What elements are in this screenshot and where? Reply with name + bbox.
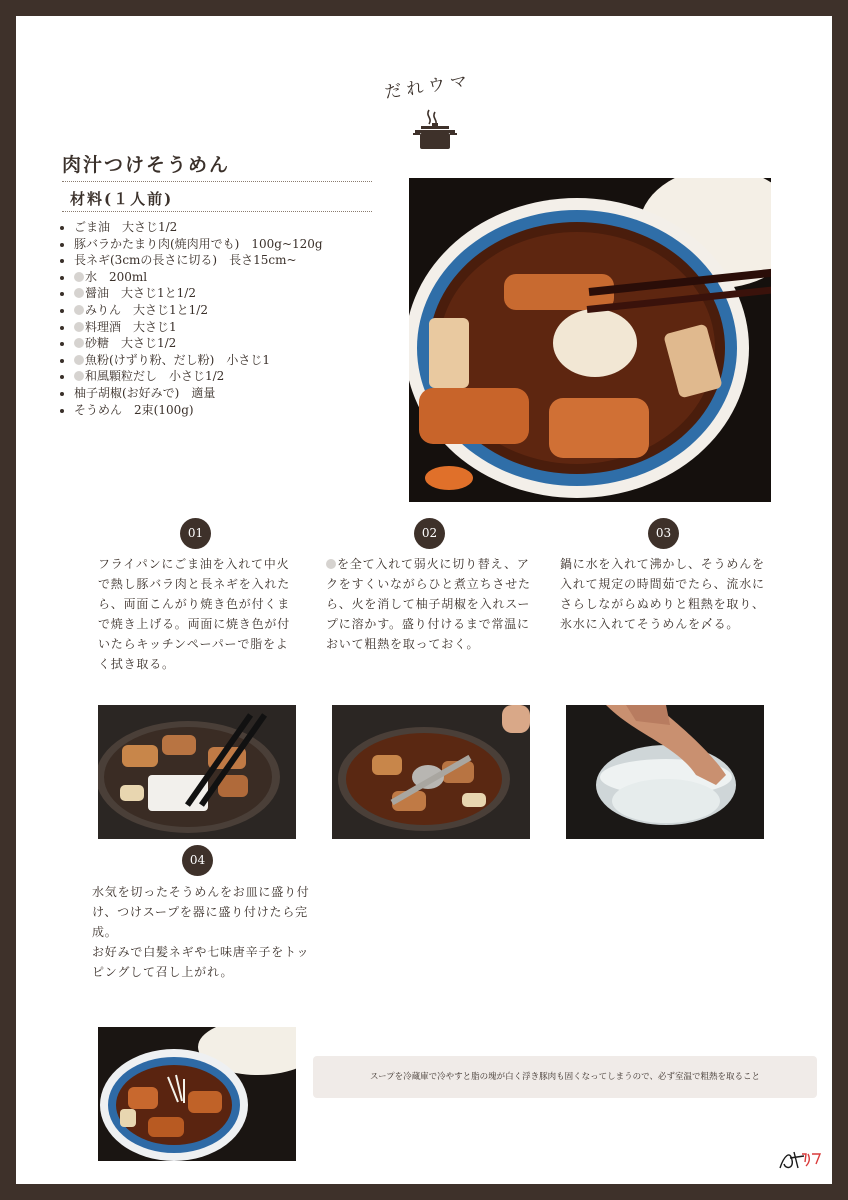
step-line: く拭き取る。 xyxy=(98,657,175,671)
tip-note: スープを冷蔵庫で冷やすと脂の塊が白く浮き豚肉も固くなってしまうので、必ず室温で粗熱を取ること xyxy=(313,1056,817,1098)
step-line xyxy=(326,554,550,574)
ingredient-text: そうめん 2束(100g) xyxy=(74,402,194,417)
brand-name: だれウマ xyxy=(383,70,474,104)
ingredient-text: ごま油 大さじ1/2 xyxy=(74,220,178,234)
step-1-text xyxy=(98,554,318,674)
step-line: で熱し豚バラ肉と長ネギを入れた xyxy=(98,577,291,591)
ingredient-text: 料理酒 大さじ1 xyxy=(85,319,177,334)
marker-dot-icon xyxy=(74,305,84,315)
step-line: け、つけスープを器に盛り付けたら完 xyxy=(92,905,308,919)
step-line: おいて粗熱を取っておく。 xyxy=(326,637,480,651)
step-line: ら、両面こんがり焼き色が付くま xyxy=(98,597,291,611)
materials-heading: 材料(１人前) xyxy=(70,190,174,208)
marker-dot-icon xyxy=(74,371,84,381)
step-2-text xyxy=(326,554,550,654)
step-line: 鍋に水を入れて沸かし、そうめんを xyxy=(560,557,765,571)
ingredient-item xyxy=(74,269,323,286)
signature-logo xyxy=(776,1146,822,1172)
marker-dot-icon xyxy=(74,355,84,365)
step-3-text xyxy=(560,554,784,634)
recipe-page xyxy=(16,16,832,1184)
step-line: ら、火を消して柚子胡椒を入れスー xyxy=(326,597,531,611)
step-line: いたらキッチンペーパーで脂をよ xyxy=(98,637,289,651)
step-1-photo xyxy=(98,705,296,839)
ingredient-item xyxy=(74,285,323,302)
step-line: プに溶かす。盛り付けるまで常温に xyxy=(326,617,530,631)
ingredient-item xyxy=(74,385,323,402)
step-2-photo xyxy=(332,705,530,839)
ingredient-item xyxy=(74,368,323,385)
ingredient-list xyxy=(58,219,323,418)
ingredient-item xyxy=(74,335,323,352)
ingredient-text: 和風顆粒だし 小さじ1/2 xyxy=(85,369,225,384)
step-line: ピングして召し上がれ。 xyxy=(92,965,234,979)
step-number: 03 xyxy=(648,518,679,549)
ingredient-item xyxy=(74,402,323,419)
marker-dot-icon xyxy=(74,272,84,282)
marker-dot-icon xyxy=(326,559,336,569)
step-line: 成。 xyxy=(92,925,118,939)
ingredient-text: 醤油 大さじ1と1/2 xyxy=(85,286,196,301)
step-line: 入れて規定の時間茹でたら、流水に xyxy=(560,577,765,591)
ingredient-item xyxy=(74,219,323,236)
ingredient-item xyxy=(74,319,323,336)
ingredient-item xyxy=(74,252,323,269)
step-line: 水気を切ったそうめんをお皿に盛り付 xyxy=(92,885,310,899)
step-4-text xyxy=(92,882,332,982)
step-line: フライパンにごま油を入れて中火 xyxy=(98,557,290,571)
step-line: 氷水に入れてそうめんを〆る。 xyxy=(560,617,740,631)
step-line: お好みで白髪ネギや七味唐辛子をトッ xyxy=(92,945,310,959)
pot-icon xyxy=(411,108,459,150)
step-4-photo xyxy=(98,1027,296,1161)
step-line-text: を全て入れて弱火に切り替え、ア xyxy=(337,557,530,571)
step-line: さらしながらぬめりと粗熱を取り、 xyxy=(560,597,765,611)
ingredient-text: 豚バラかたまり肉(焼肉用でも) 100g~120g xyxy=(74,236,323,251)
ingredient-item xyxy=(74,352,323,369)
ingredient-text: 水 200ml xyxy=(85,269,148,284)
step-number: 01 xyxy=(180,518,211,549)
ingredient-text: 長ネギ(3cmの長さに切る) 長さ15cm~ xyxy=(74,253,297,268)
marker-dot-icon xyxy=(74,288,84,298)
title-divider xyxy=(62,181,372,182)
brand-logo xyxy=(376,68,496,152)
ingredient-text: 砂糖 大さじ1/2 xyxy=(85,336,177,351)
materials-divider xyxy=(62,211,372,212)
step-number: 04 xyxy=(182,845,213,876)
main-dish-photo xyxy=(409,178,771,502)
ingredient-item xyxy=(74,236,323,253)
step-3-photo xyxy=(566,705,764,839)
marker-dot-icon xyxy=(74,322,84,332)
ingredient-item xyxy=(74,302,323,319)
ingredient-text: 柚子胡椒(お好みで) 適量 xyxy=(74,385,216,400)
step-line: で焼き上げる。両面に焼き色が付 xyxy=(98,617,291,631)
ingredient-text: みりん 大さじ1と1/2 xyxy=(85,302,208,317)
recipe-title: 肉汁つけそうめん xyxy=(62,154,231,176)
marker-dot-icon xyxy=(74,338,84,348)
ingredient-text: 魚粉(けずり粉、だし粉) 小さじ1 xyxy=(85,352,270,367)
step-number: 02 xyxy=(414,518,445,549)
step-line: クをすくいながらひと煮立ちさせた xyxy=(326,577,531,591)
